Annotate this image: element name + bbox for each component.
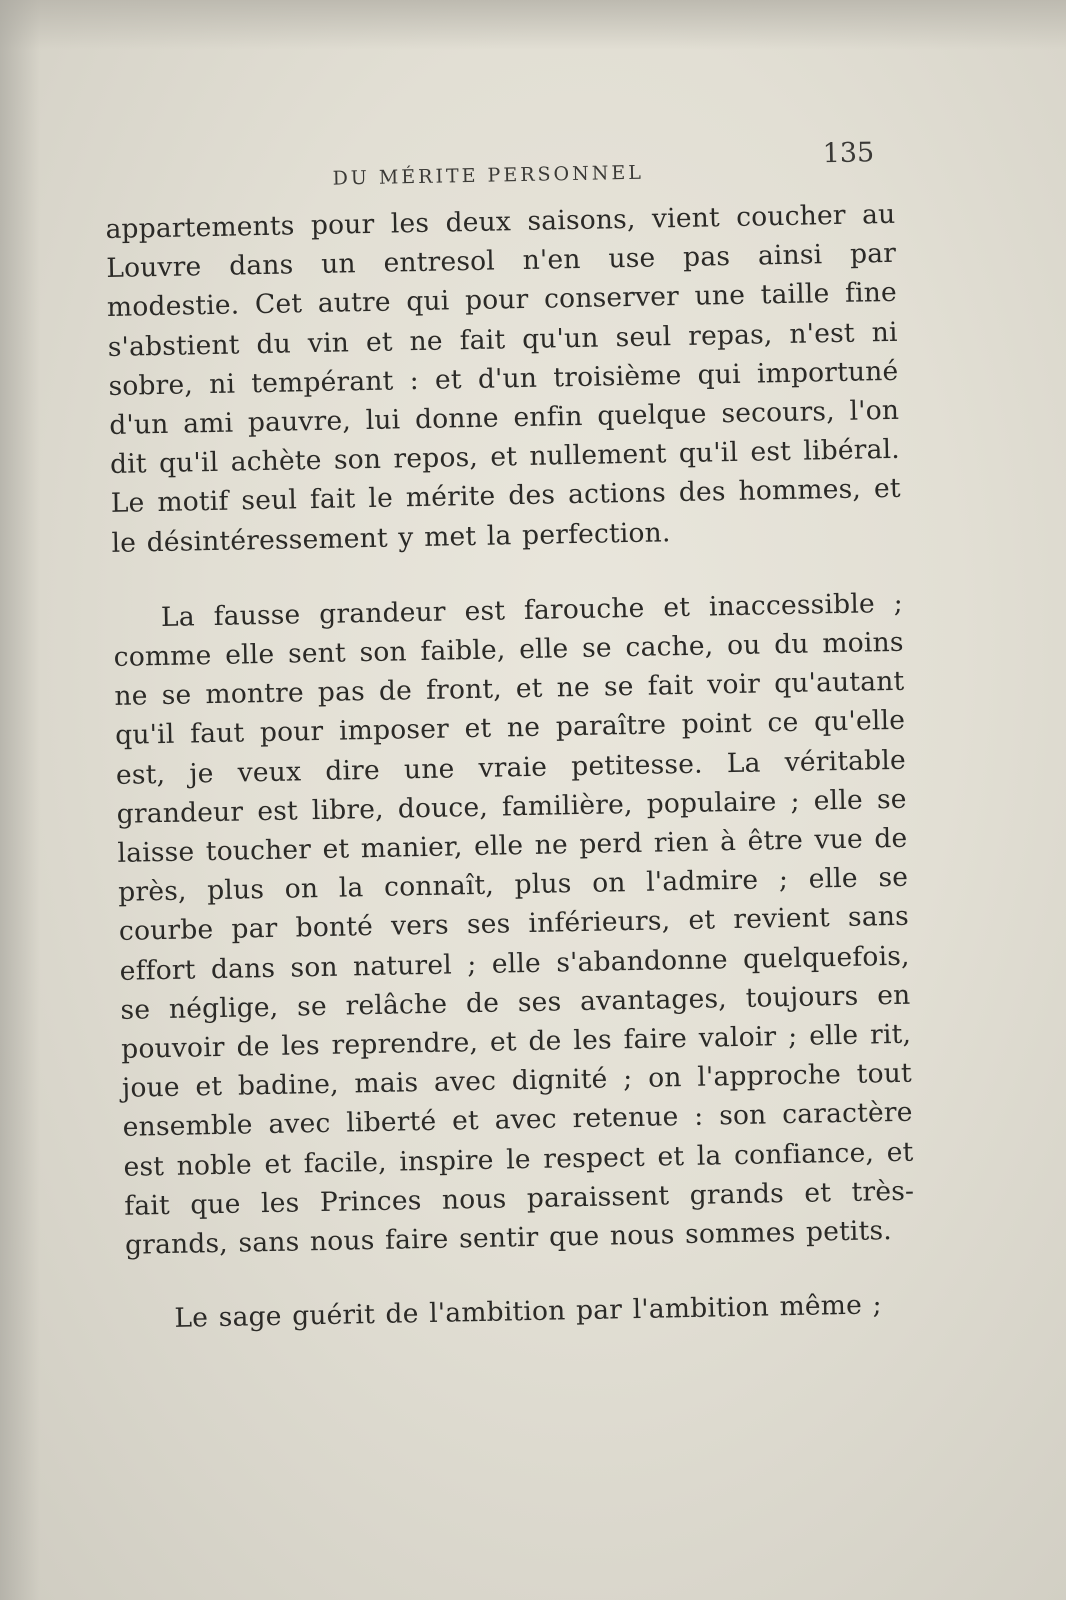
page-content [104, 135, 917, 1339]
page-number: 135 [822, 137, 875, 170]
paragraph-continuation: appartements pour les deux saisons, vient coucher au Louvre dans un entresol n'en use pas ainsi par modestie. Cet autre qui pour conserver une taille fine s'abstient du vin et ne fait qu'un seul repas, n'est ni sobre, ni tempérant : et d'un troisième qui importuné d'un ami pauvre, lui donne enfin quelque secours, l'on dit qu'il achète son repos, et nullement qu'il est libéral. Le motif seul fait le mérite des actions des hommes, et le désintéressement y met la perfection. [105, 198, 901, 559]
top-edge-shadow [0, 0, 1066, 50]
paragraph-le-sage: Le sage guérit de l'ambition par l'ambition même ; [174, 1289, 883, 1335]
paragraph-fausse-grandeur: La fausse grandeur est farouche et inaccessible ; comme elle sent son faible, elle se cache, ou du moins ne se montre pas de front, et ne se fait voir qu'autant qu'il faut pour imposer et ne paraître point ce qu'elle est, je veux dire une vraie petitesse. La véritable grandeur est libre, douce, familière, populaire ; elle se laisse toucher et manier, elle ne perd rien à être vue de près, plus on la connaît, plus on l'admire ; elle se courbe par bonté vers ses inférieurs, et revient sans effort dans son naturel ; elle s'abandonne quelquefois, se néglige, se relâche de ses avantages, toujours en pouvoir de les reprendre, et de les faire valoir ; elle rit, joue et badine, mais avec dignité ; on l'approche tout ensemble avec liberté et avec retenue : son caractère est noble et facile, inspire le respect et la confiance, et fait que les Princes nous paraissent grands et très-grands, sans nous faire sentir que nous sommes petits. [113, 587, 915, 1261]
left-edge-shadow [0, 0, 40, 1600]
running-title: DU MÉRITE PERSONNEL [332, 161, 645, 190]
